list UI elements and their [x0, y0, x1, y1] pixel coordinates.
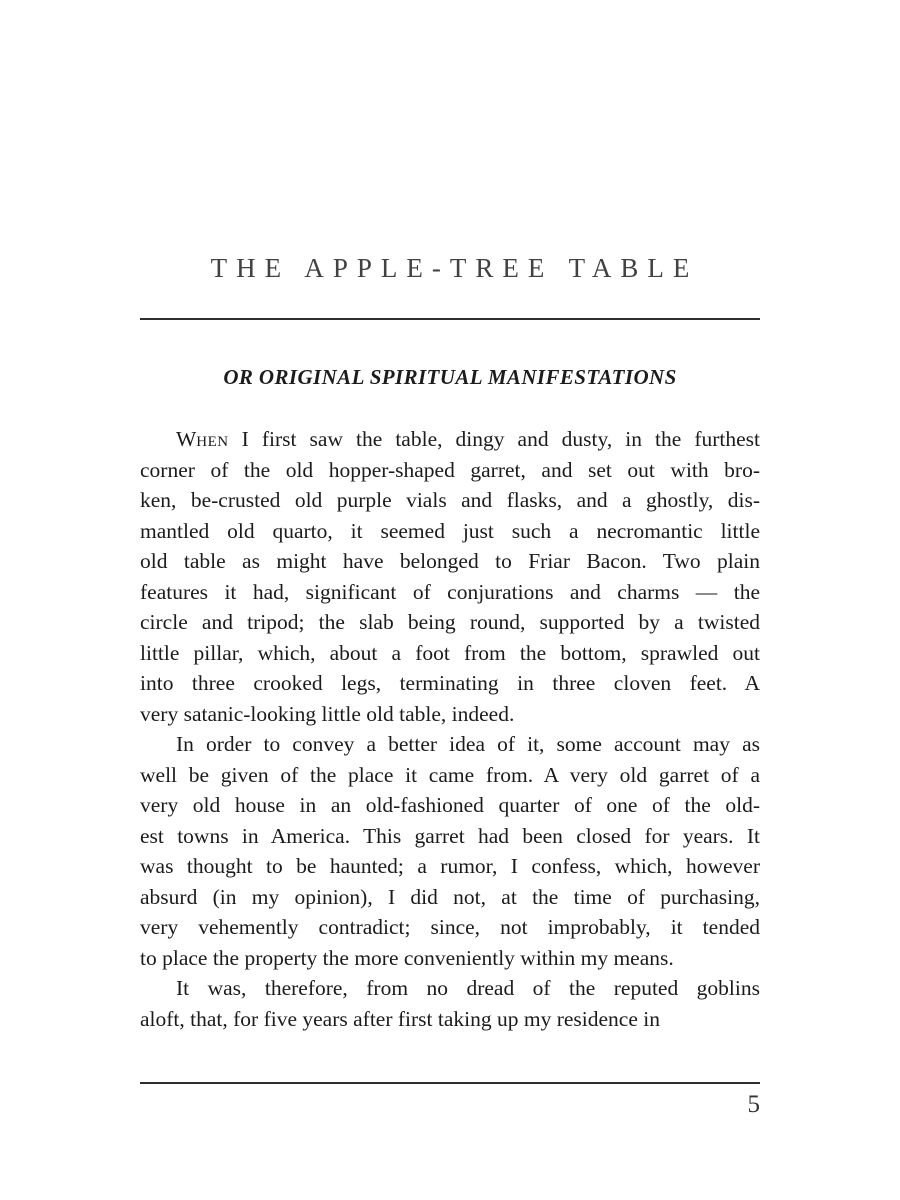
- text-line: was thought to be haunted; a rumor, I confess, which, however: [140, 854, 760, 879]
- text-line: very satanic-looking little old table, indeed.: [140, 701, 515, 726]
- text-line: When I first saw the table, dingy and dusty, in the furthest: [176, 427, 760, 452]
- text-line: little pillar, which, about a foot from the bottom, sprawled out: [140, 640, 760, 665]
- text-line: corner of the old hopper-shaped garret, and set out with bro-: [140, 457, 760, 482]
- text-line: est towns in America. This garret had been closed for years. It: [140, 823, 760, 848]
- text-line: into three crooked legs, terminating in three cloven feet. A: [140, 671, 760, 696]
- text-line: circle and tripod; the slab being round, supported by a twisted: [140, 610, 760, 635]
- text-line: to place the property the more conveniently within my means.: [140, 945, 674, 970]
- text-line: mantled old quarto, it seemed just such a necromantic little: [140, 518, 760, 543]
- text-line: very old house in an old-fashioned quarter of one of the old-: [140, 793, 760, 818]
- page-content: [140, 0, 760, 1120]
- text-line: In order to convey a better idea of it, some account may as: [176, 732, 760, 757]
- chapter-title: THE APPLE-TREE TABLE: [210, 253, 699, 283]
- text-line: very vehemently contradict; since, not improbably, it tended: [140, 915, 760, 940]
- text-line: features it had, significant of conjurations and charms — the: [140, 579, 760, 604]
- top-margin: [140, 0, 760, 254]
- text-line: absurd (in my opinion), I did not, at the time of purchasing,: [140, 884, 760, 909]
- top-rule: [140, 318, 760, 320]
- small-caps-lead: hen: [196, 427, 229, 452]
- page-number: 5: [747, 1091, 760, 1119]
- text-line: old table as might have belonged to Friar Bacon. Two plain: [140, 549, 760, 574]
- text-line: It was, therefore, from no dread of the reputed goblins: [176, 976, 760, 1001]
- text-line: aloft, that, for five years after first taking up my residence in: [140, 1006, 660, 1031]
- text-line: ken, be-crusted old purple vials and flasks, and a ghostly, dis-: [140, 488, 760, 513]
- text-line: well be given of the place it came from. A very old garret of a: [140, 762, 760, 787]
- chapter-subtitle: OR ORIGINAL SPIRITUAL MANIFESTATIONS: [223, 365, 677, 390]
- bottom-rule: [140, 1082, 760, 1084]
- body-text: [140, 424, 760, 1034]
